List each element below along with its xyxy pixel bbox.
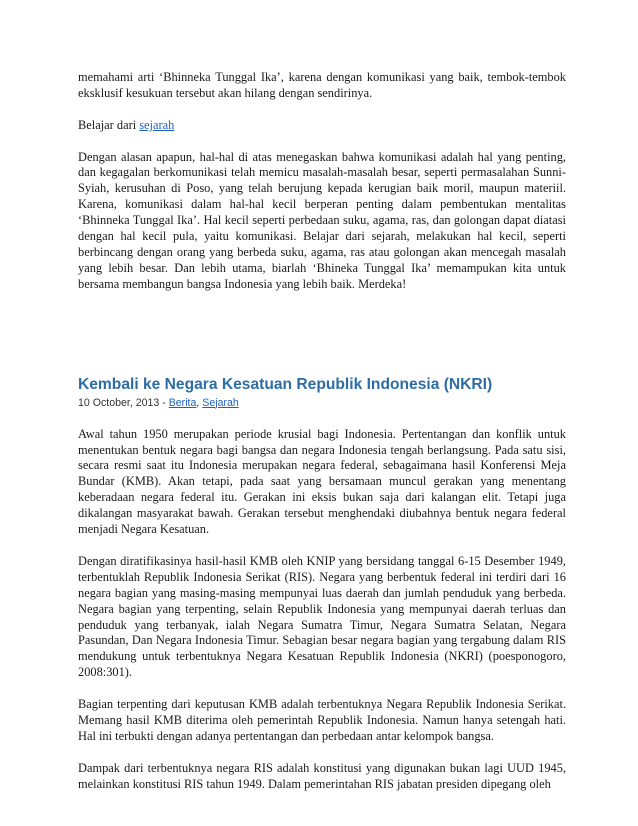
- learn-from-history-line: [78, 118, 566, 134]
- history-link[interactable]: sejarah: [139, 117, 175, 132]
- learn-prefix: Belajar dari: [78, 117, 140, 132]
- post-title[interactable]: Kembali ke Negara Kesatuan Republik Indonesia (NKRI): [78, 375, 493, 393]
- post-paragraph: Dengan diratifikasinya hasil-hasil KMB oleh KNIP yang bersidang tanggal 6-15 Desember 1949, terbentuklah Republik Indonesia Serikat (RIS). Negara yang berbentuk federal ini terdiri dari 16 negara bagian yang masing-masing mempunyai luas daerah dan jumlah penduduk yang berbeda. Negara bagian yang terpenting, selain Republik Indonesia yang mempunyai daerah terluas dan penduduk yang terbanyak, ialah Negara Sumatra Timur, Negara Sumatra Selatan, Negara Pasundan, Dan Negara Indonesia Timur. Sebagian besar negara bagian yang tergabung dalam RIS mendukung untuk terbentuknya Negara Kesatuan Republik Indonesia (NKRI) (poesponogoro, 2008:301).: [78, 553, 566, 680]
- post-paragraph: Awal tahun 1950 merupakan periode krusial bagi Indonesia. Pertentangan dan konflik untuk menentukan bentuk negara bagi bangsa dan negara Indonesia tengah berlangsung. Pada satu sisi, secara resmi saat itu Indonesia merupakan negara federal, sebagaimana hasil Konferensi Meja Bundar (KMB). Akan tetapi, pada saat yang bersamaan muncul gerakan yang menentang keberadaan negara federal itu. Gerakan ini eksis bukan saja dari kalangan elit. Tetapi juga dikalangan masyarakat bawah. Gerakan tersebut menghendaki diubahnya bentuk negara federal menjadi Negara Kesatuan.: [78, 426, 566, 537]
- category-separator: ,: [196, 396, 203, 409]
- article-body: [78, 70, 566, 792]
- conclusion-paragraph: Dengan alasan apapun, hal-hal di atas menegaskan bahwa komunikasi adalah hal yang penting, dan kegagalan berkomunikasi telah memicu masalah-masalah besar, seperti permasalahan Sunni-Syiah, kerusuhan di Poso, yang telah berujung kepada kerugian baik moril, maupun materiil. Karena, komunikasi dalam hal-hal kecil berperan penting dalam pembentukan mentalitas ‘Bhinneka Tunggal Ika’. Hal kecil seperti perbedaan suku, agama, ras, dan golongan dapat diatasi dengan hal kecil pula, yaitu komunikasi. Belajar dari sejarah, melakukan hal kecil, seperti berbincang dengan orang yang berbeda suku, agama, ras atau golongan akan mencegah masalah yang lebih besar. Dan lebih utama, biarlah ‘Bhineka Tunggal Ika’ memampukan kita untuk bersama membangun bangsa Indonesia yang lebih baik. Merdeka!: [78, 149, 566, 291]
- category-link-sejarah[interactable]: Sejarah: [202, 396, 239, 409]
- meta-separator: -: [159, 396, 169, 409]
- post-paragraph: Dampak dari terbentuknya negara RIS adalah konstitusi yang digunakan bukan lagi UUD 1945, melainkan konstitusi RIS tahun 1949. Dalam pemerintahan RIS jabatan presiden dipegang oleh: [78, 760, 566, 791]
- post-paragraph: Bagian terpenting dari keputusan KMB adalah terbentuknya Negara Republik Indonesia Serikat. Memang hasil KMB diterima oleh pemerintah Republik Indonesia. Namun hanya setengah hati. Hal ini terbukti dengan adanya pertentangan dan perbedaan antar kelompok bangsa.: [78, 697, 566, 743]
- post-date: 10 October, 2013: [78, 396, 160, 409]
- category-link-berita[interactable]: Berita: [168, 396, 197, 409]
- intro-paragraph: memahami arti ‘Bhinneka Tunggal Ika’, karena dengan komunikasi yang baik, tembok-tembok eksklusif kesukuan tersebut akan hilang dengan sendirinya.: [78, 70, 566, 100]
- post-meta: [78, 396, 566, 410]
